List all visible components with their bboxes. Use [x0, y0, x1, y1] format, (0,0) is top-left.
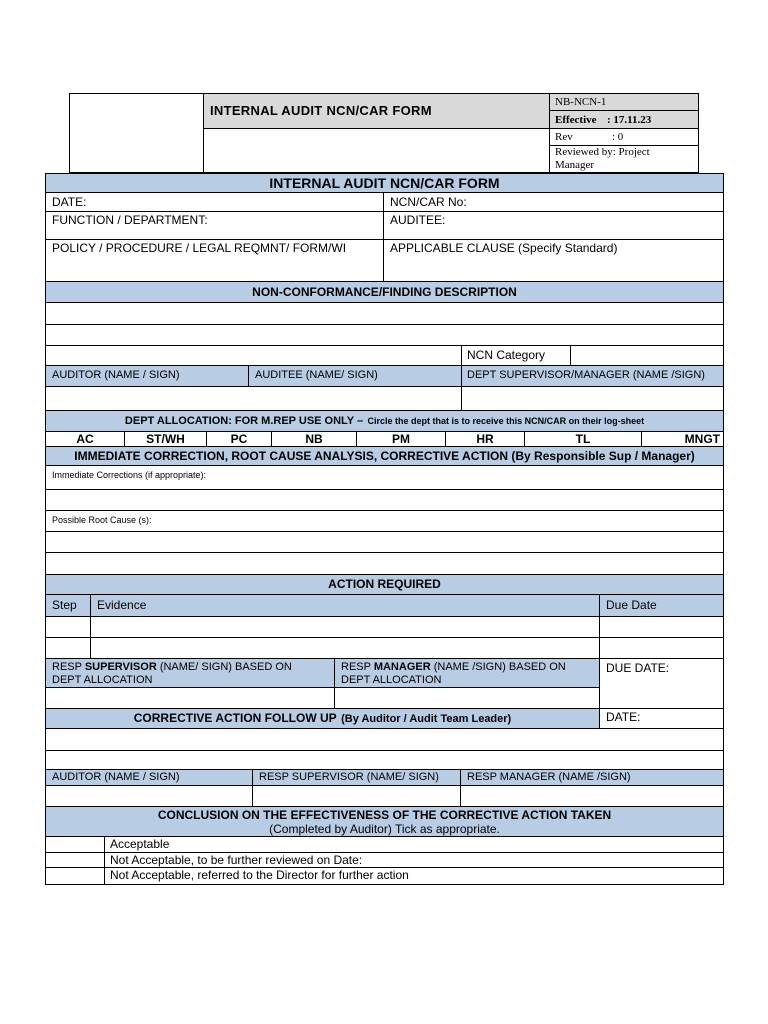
due-date-field[interactable] [600, 659, 723, 709]
immediate-heading: IMMEDIATE CORRECTION, ROOT CAUSE ANALYSIS, CORRECTIVE ACTION (By Responsible Sup / Manager) [74, 449, 695, 463]
auditor-sign2-field[interactable] [46, 786, 253, 807]
resp-mgr-sign2-label: RESP MANAGER (NAME /SIGN) [467, 771, 631, 783]
evidence-cell-1[interactable] [91, 617, 600, 638]
resp-sup-sign-field[interactable] [46, 688, 335, 709]
ncn-no-label: NCN/CAR No: [390, 195, 467, 209]
due-date-header-cell [600, 595, 723, 617]
form-title-band [46, 174, 723, 193]
auditor-sign-label-cell [46, 366, 249, 387]
header-title-cell [204, 94, 550, 129]
rev-label: Rev [555, 131, 573, 143]
nc-heading: NON-CONFORMANCE/FINDING DESCRIPTION [252, 285, 517, 299]
step-label: Step [52, 598, 77, 612]
policy-field[interactable] [46, 240, 384, 282]
action-heading-band [46, 575, 723, 595]
rev-cell [550, 129, 698, 146]
resp-sup-line2: DEPT ALLOCATION [52, 674, 153, 686]
option-acceptable [105, 837, 723, 853]
dept-pm-label: PM [392, 432, 410, 446]
nc-description-line-1[interactable] [46, 303, 723, 325]
resp-mgr-sign-field[interactable] [335, 688, 600, 709]
auditor-sign-label: AUDITOR (NAME / SIGN) [52, 369, 180, 381]
conclusion-sub: (Completed by Auditor) Tick as appropriate. [269, 822, 500, 836]
resp-sup-bold: SUPERVISOR [84, 661, 157, 673]
auditor-sign-field[interactable] [46, 387, 462, 411]
option-review-checkbox[interactable] [46, 853, 105, 868]
option-director-checkbox[interactable] [46, 868, 105, 884]
policy-label: POLICY / PROCEDURE / LEGAL REQMNT/ FORM/WI [52, 241, 347, 255]
dept-tl[interactable] [525, 432, 642, 446]
resp-mgr-line2: DEPT ALLOCATION [341, 674, 442, 686]
department-row [46, 432, 723, 447]
followup-heading: CORRECTIVE ACTION FOLLOW UP [133, 711, 337, 725]
dept-nb[interactable] [272, 432, 357, 446]
auditee-sign-label-cell [249, 366, 462, 387]
evidence-label: Evidence [97, 598, 147, 612]
effective-value: : 17.11.23 [607, 114, 652, 126]
step-cell-2[interactable] [46, 638, 91, 659]
auditee-sign-label: AUDITEE (NAME/ SIGN) [255, 369, 378, 381]
due-date-cell-1[interactable] [600, 617, 723, 638]
nc-description-line-3[interactable] [46, 346, 462, 366]
action-heading: ACTION REQUIRED [328, 577, 441, 591]
option-acceptable-checkbox[interactable] [46, 837, 105, 853]
evidence-header-cell [91, 595, 600, 617]
immediate-corrections-label: Immediate Corrections (if appropriate): [52, 470, 207, 480]
doc-number-cell [550, 94, 698, 111]
dept-allocation-band [46, 411, 723, 432]
form-title: INTERNAL AUDIT NCN/CAR FORM [269, 175, 500, 191]
dept-pc-label: PC [230, 432, 248, 446]
dept-sup-sign-field[interactable] [462, 387, 723, 411]
resp-sup-post: (NAME/ SIGN) BASED ON [159, 661, 292, 673]
clause-field[interactable] [384, 240, 723, 282]
ncn-no-field[interactable] [384, 193, 723, 212]
resp-mgr-bold: MANAGER [373, 661, 431, 673]
dept-st-wh-label: ST/WH [146, 432, 185, 446]
dept-allocation-note: Circle the dept that is to receive this NCN/CAR on their log-sheet [367, 416, 645, 426]
resp-sup-sign2-label-cell [253, 770, 461, 786]
doc-number: NB-NCN-1 [555, 96, 607, 108]
followup-heading-band [46, 709, 600, 729]
auditor-sign2-label-cell [46, 770, 253, 786]
immediate-corrections-line-2[interactable] [46, 490, 723, 511]
evidence-cell-2[interactable] [91, 638, 600, 659]
resp-sup-sign2-label: RESP SUPERVISOR (NAME/ SIGN) [259, 771, 439, 783]
auditee-field[interactable] [384, 212, 723, 240]
logo-box [70, 94, 204, 172]
dept-hr-label: HR [476, 432, 494, 446]
dept-mngt-label: MNGT [684, 432, 720, 446]
header-blank-cell [204, 129, 550, 172]
root-cause-field[interactable] [46, 511, 723, 532]
due-date-cell-2[interactable] [600, 638, 723, 659]
conclusion-heading: CONCLUSION ON THE EFFECTIVENESS OF THE CORRECTIVE ACTION TAKEN [157, 808, 612, 822]
document-header [69, 93, 699, 173]
function-label: FUNCTION / DEPARTMENT: [52, 213, 208, 227]
option-director-label: Not Acceptable, referred to the Director for further action [110, 868, 409, 882]
resp-mgr-sign2-label-cell [461, 770, 723, 786]
reviewed-by: Reviewed by: Project Manager [555, 146, 650, 171]
rev-value: : 0 [612, 131, 624, 143]
step-cell-1[interactable] [46, 617, 91, 638]
due-date-label: Due Date [606, 598, 657, 612]
dept-ac-label: AC [76, 432, 94, 446]
immediate-corrections-field[interactable] [46, 466, 723, 490]
option-review [105, 853, 723, 868]
ncn-car-form [45, 173, 724, 885]
followup-line-1[interactable] [46, 729, 723, 751]
auditor-sign2-label: AUDITOR (NAME / SIGN) [52, 771, 180, 783]
date-label: DATE: [52, 195, 87, 209]
date-field[interactable] [46, 193, 384, 212]
effective-label: Effective [555, 114, 597, 126]
dept-pc[interactable] [207, 432, 272, 446]
root-cause-line-2[interactable] [46, 532, 723, 553]
header-title: INTERNAL AUDIT NCN/CAR FORM [210, 103, 432, 118]
followup-date-field[interactable] [600, 709, 723, 729]
step-header-cell [46, 595, 91, 617]
dept-tl-label: TL [575, 432, 591, 446]
nc-heading-band [46, 282, 723, 303]
dept-nb-label: NB [305, 432, 323, 446]
option-director [105, 868, 723, 884]
option-acceptable-label: Acceptable [110, 837, 170, 851]
resp-sup-pre: RESP [52, 661, 82, 673]
nc-description-line-2[interactable] [46, 325, 723, 346]
dept-allocation-heading: DEPT ALLOCATION: FOR M.REP USE ONLY – [124, 415, 364, 427]
ncn-category-cell [462, 346, 571, 366]
function-field[interactable] [46, 212, 384, 240]
dept-st-wh[interactable] [125, 432, 207, 446]
root-cause-label: Possible Root Cause (s): [52, 515, 152, 525]
ncn-category-label: NCN Category [467, 348, 546, 362]
root-cause-line-3[interactable] [46, 553, 723, 575]
resp-mgr-sign2-field[interactable] [461, 786, 723, 807]
effective-cell [550, 111, 698, 129]
dept-mngt[interactable] [642, 432, 723, 446]
resp-sup-label-cell [46, 659, 335, 688]
resp-sup-sign2-field[interactable] [253, 786, 461, 807]
dept-sup-sign-label-cell [462, 366, 723, 387]
option-review-label: Not Acceptable, to be further reviewed on Date: [110, 853, 363, 867]
resp-mgr-label-cell [335, 659, 600, 688]
reviewed-by-cell [550, 146, 698, 172]
due-date-caps-label: DUE DATE: [606, 661, 670, 675]
followup-date-label: DATE: [606, 710, 641, 724]
auditee-label: AUDITEE: [390, 213, 446, 227]
immediate-heading-band [46, 447, 723, 466]
followup-line-2[interactable] [46, 751, 723, 770]
resp-mgr-pre: RESP [341, 661, 371, 673]
dept-hr[interactable] [446, 432, 525, 446]
followup-note: (By Auditor / Audit Team Leader) [341, 713, 512, 725]
clause-label: APPLICABLE CLAUSE (Specify Standard) [390, 241, 618, 255]
dept-pm[interactable] [357, 432, 446, 446]
dept-sup-sign-label: DEPT SUPERVISOR/MANAGER (NAME /SIGN) [467, 369, 705, 381]
conclusion-heading-band [46, 807, 723, 837]
resp-mgr-post: (NAME /SIGN) BASED ON [433, 661, 566, 673]
dept-ac[interactable] [46, 432, 125, 446]
ncn-category-field[interactable] [571, 346, 723, 366]
